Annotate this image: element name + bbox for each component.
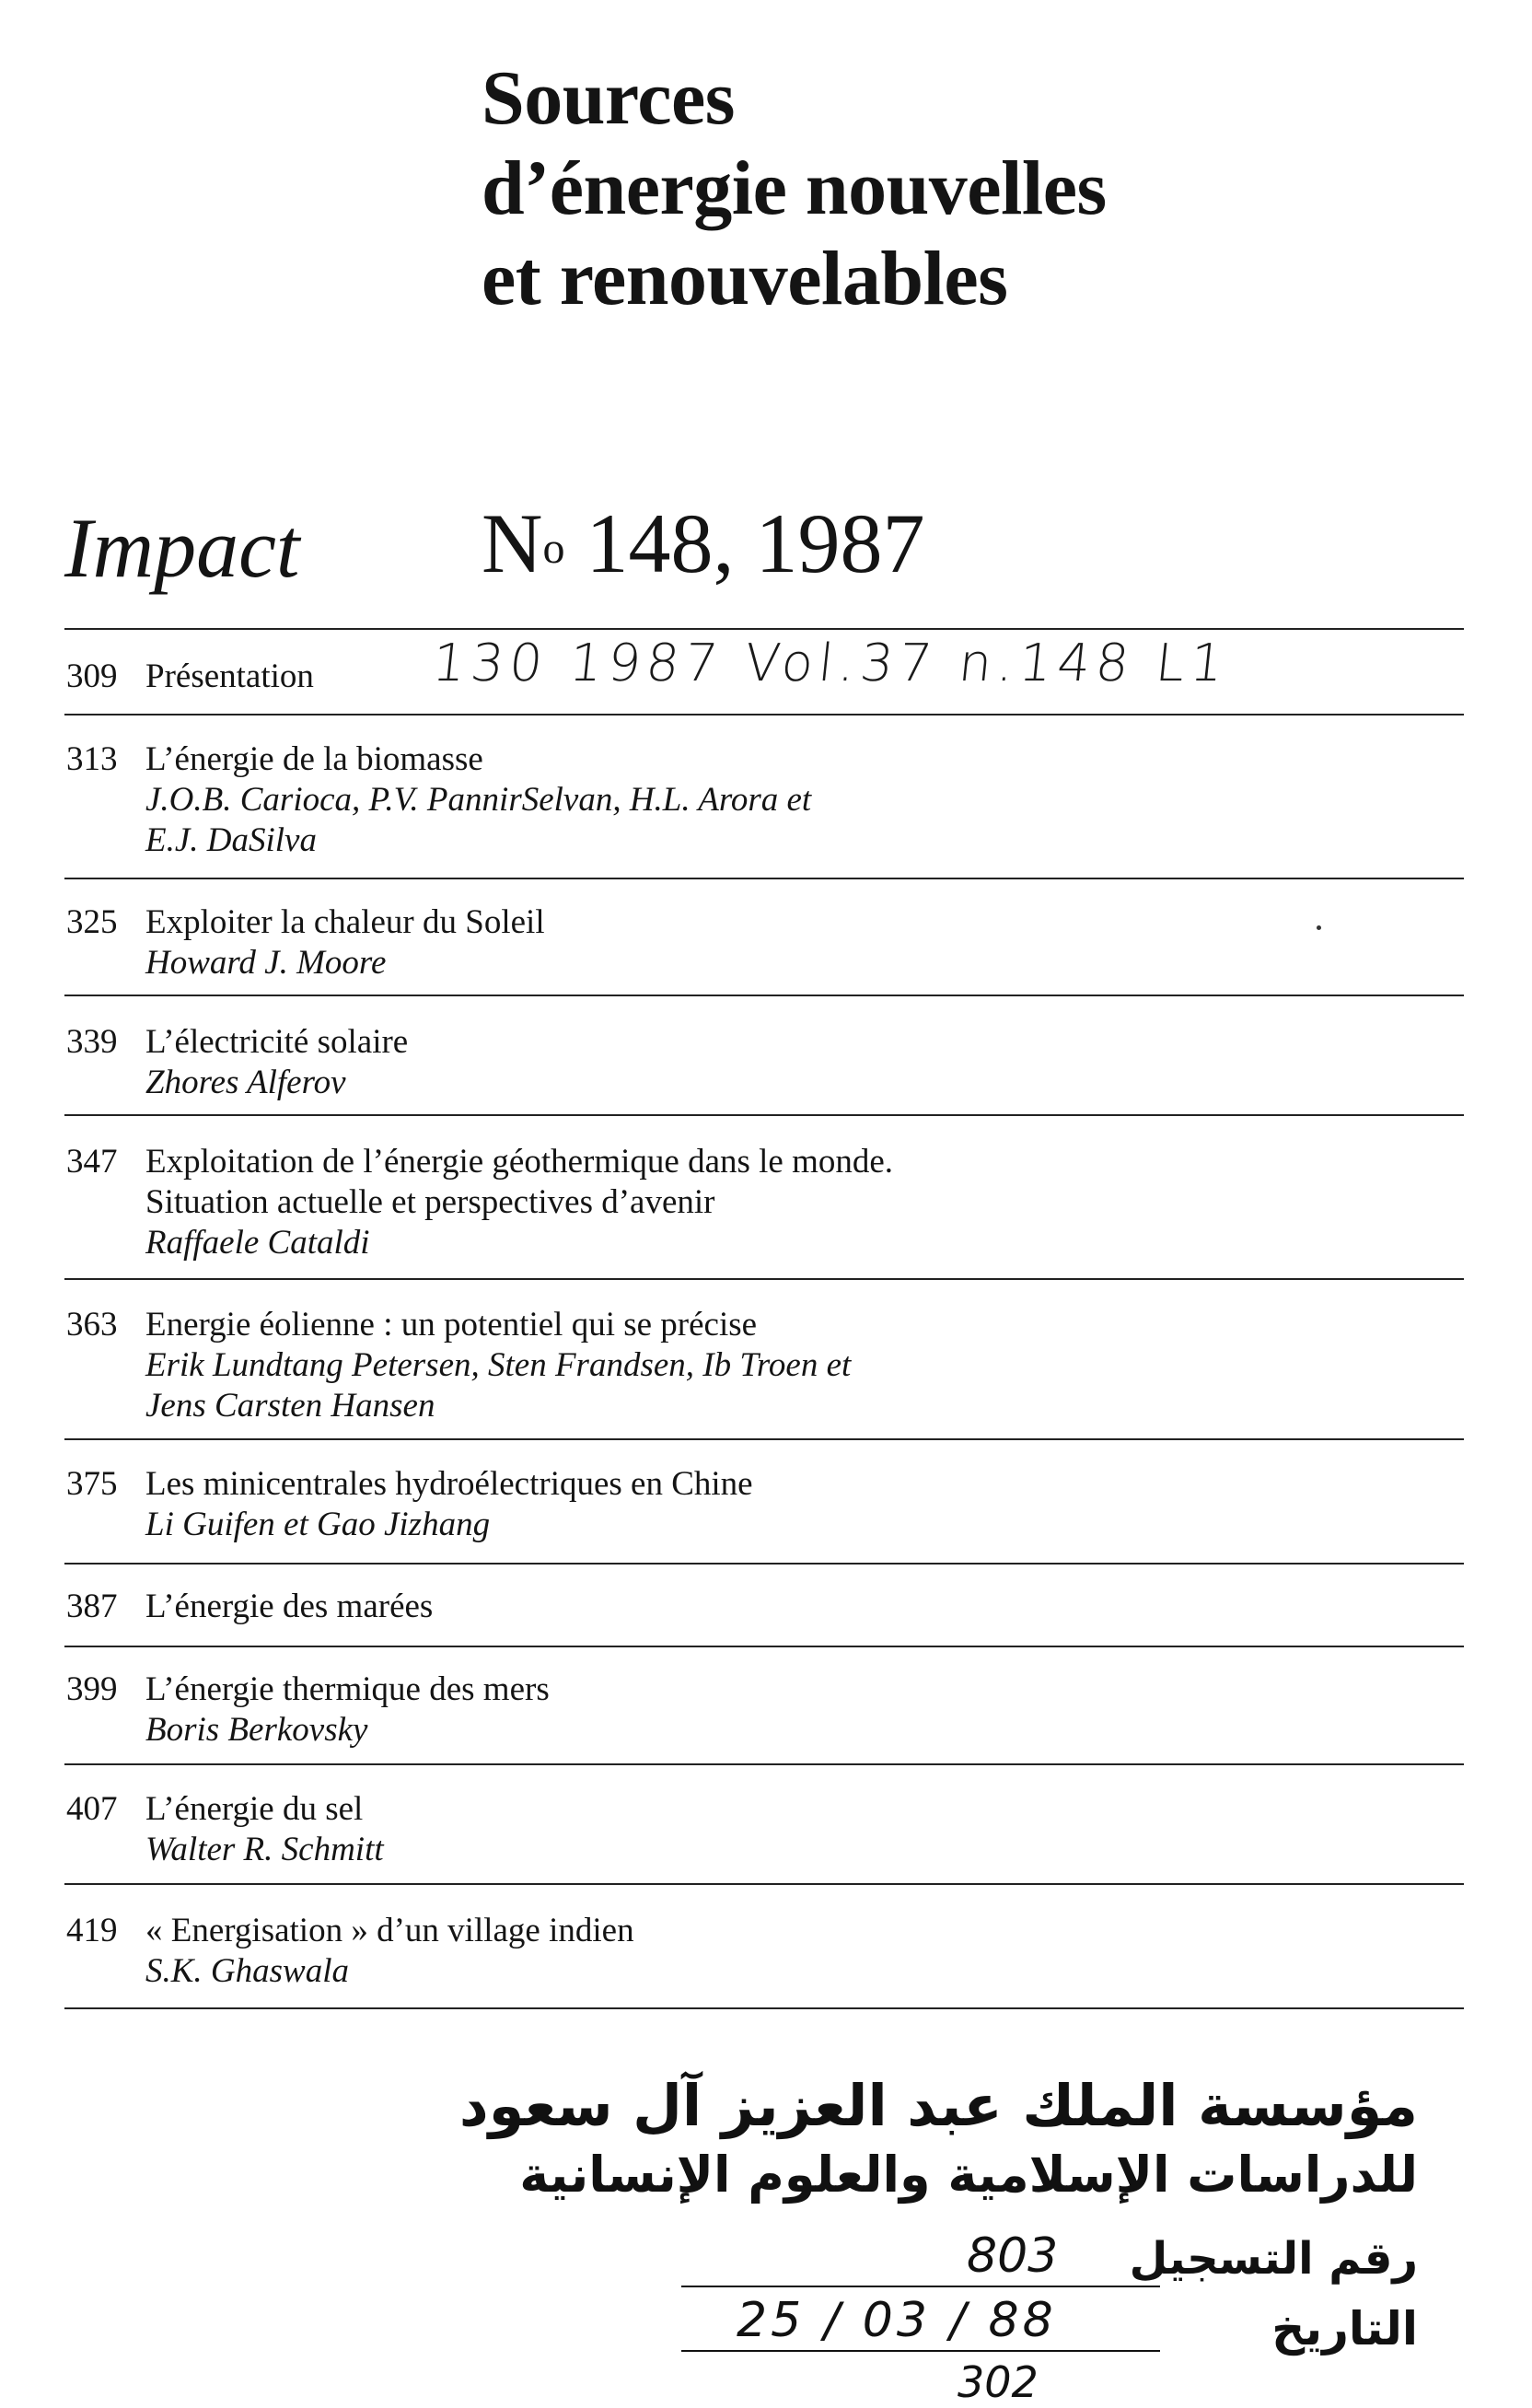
issue-sup: o	[542, 524, 565, 573]
entry-author: Li Guifen et Gao Jizhang	[145, 1506, 491, 1543]
divider	[64, 1883, 1464, 1885]
stamp-rule	[681, 2350, 1160, 2352]
page-number: 313	[66, 740, 118, 778]
journal-name: Impact	[64, 501, 300, 595]
library-stamp	[458, 2072, 1418, 2408]
divider	[64, 714, 1464, 715]
page-number: 339	[66, 1023, 118, 1061]
divider	[64, 1114, 1464, 1116]
stamp-register-value: 803	[967, 2228, 1059, 2284]
entry-title: Situation actuelle et perspectives d’avenir	[145, 1183, 715, 1221]
stamp-date-value: 25 / 03 / 88	[737, 2293, 1057, 2348]
title-line-3: et renouvelables	[482, 236, 1008, 321]
stamp-line-1: مؤسسة الملك عبد العزيز آل سعود	[458, 2072, 1418, 2139]
entry-author: Raffaele Cataldi	[145, 1224, 370, 1262]
page-number: 419	[66, 1912, 118, 1949]
entry-title: « Energisation » d’un village indien	[145, 1912, 634, 1949]
issue-number	[482, 497, 924, 589]
page-number: 325	[66, 903, 118, 941]
entry-title: L’énergie thermique des mers	[145, 1670, 550, 1708]
entry-author: S.K. Ghaswala	[145, 1952, 350, 1990]
page-number: 363	[66, 1306, 118, 1344]
issue-rest: 148, 1987	[564, 496, 925, 590]
divider	[64, 1438, 1464, 1440]
stamp-date-label: التاريخ	[1271, 2302, 1418, 2356]
entry-author: Erik Lundtang Petersen, Sten Frandsen, Ib Troen et	[145, 1346, 852, 1384]
stamp-extra-value: 302	[958, 2357, 1039, 2407]
title-line-2: d’énergie nouvelles	[482, 145, 1107, 231]
page-number: 387	[66, 1588, 118, 1625]
entry-title: L’électricité solaire	[145, 1023, 409, 1061]
entry-title: L’énergie du sel	[145, 1790, 364, 1828]
entry-author: J.O.B. Carioca, P.V. PannirSelvan, H.L. Arora et	[145, 781, 812, 819]
title-line-1: Sources	[482, 55, 735, 141]
top-rule	[64, 628, 1464, 630]
entry-title: L’énergie de la biomasse	[145, 740, 483, 778]
divider	[64, 1278, 1464, 1280]
stamp-rule	[681, 2286, 1160, 2287]
page-number: 399	[66, 1670, 118, 1708]
entry-author: Howard J. Moore	[145, 944, 387, 982]
entry-title: L’énergie des marées	[145, 1588, 434, 1625]
page-number: 309	[66, 657, 118, 695]
divider	[64, 1763, 1464, 1765]
page-number: 407	[66, 1790, 118, 1828]
issue-prefix: N	[482, 496, 543, 590]
entry-title: Les minicentrales hydroélectriques en Chine	[145, 1465, 753, 1503]
entry-author: Zhores Alferov	[145, 1064, 346, 1101]
stamp-register-label: رقم التسجيل	[1129, 2233, 1418, 2285]
entry-title: Présentation	[145, 657, 314, 695]
divider	[64, 995, 1464, 996]
divider	[64, 1563, 1464, 1565]
entry-title: Energie éolienne : un potentiel qui se précise	[145, 1306, 758, 1344]
divider	[64, 1646, 1464, 1647]
entry-author: Boris Berkovsky	[145, 1711, 368, 1749]
divider	[64, 878, 1464, 879]
page-number: 347	[66, 1143, 118, 1181]
bottom-rule	[64, 2007, 1464, 2009]
scan-speck	[1317, 925, 1321, 930]
stamp-line-2: للدراسات الإسلامية والعلوم الإنسانية	[519, 2146, 1418, 2204]
document-title	[482, 53, 1107, 324]
entry-title: Exploitation de l’énergie géothermique dans le monde.	[145, 1143, 894, 1181]
handwritten-call-number: 130 1987 Vol.37 n.148 L1	[429, 634, 1232, 693]
page-number: 375	[66, 1465, 118, 1503]
entry-author: Jens Carsten Hansen	[145, 1387, 435, 1425]
entry-title: Exploiter la chaleur du Soleil	[145, 903, 545, 941]
entry-author: E.J. DaSilva	[145, 821, 317, 859]
entry-author: Walter R. Schmitt	[145, 1831, 384, 1868]
